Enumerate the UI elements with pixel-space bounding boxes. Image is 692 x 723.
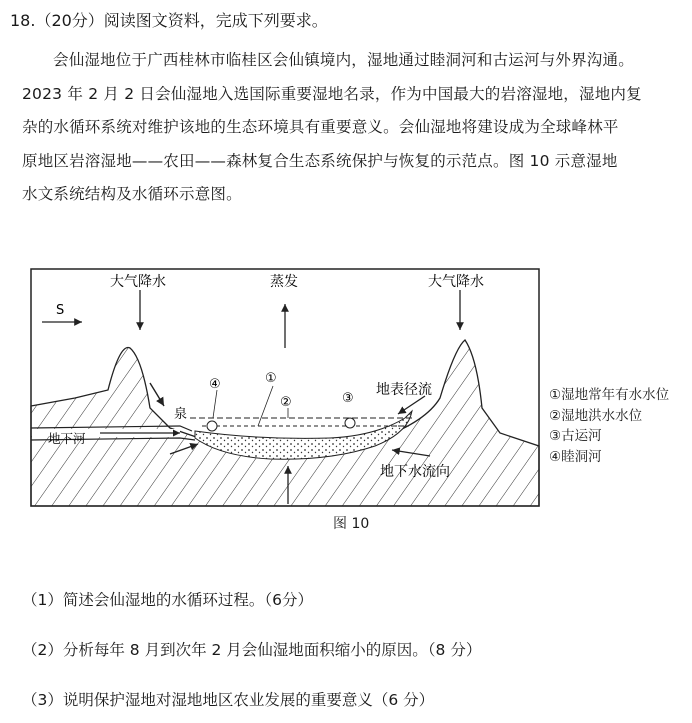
subquestion-1: （1）简述会仙湿地的水循环过程。（6分）: [22, 591, 313, 609]
subquestion-3: （3）说明保护湿地对湿地地区农业发展的重要意义（6 分）: [22, 691, 435, 709]
wetland-diagram: [30, 268, 540, 507]
legend-item: ①湿地常年有水水位: [549, 387, 670, 403]
marker-2: ②: [280, 395, 292, 410]
paragraph-line: 水文系统结构及水循环示意图。: [22, 185, 242, 203]
figure-caption: 图 10: [333, 516, 370, 532]
karst-terrain: [31, 340, 539, 506]
paragraph-line: 2023 年 2 月 2 日会仙湿地入选国际重要湿地名录，作为中国最大的岩溶湿地，湿地内复: [22, 84, 642, 103]
groundwater-flow-label: 地下水流向: [380, 464, 450, 480]
marker-4: ④: [209, 377, 221, 392]
spring-label: 泉: [174, 407, 188, 422]
subquestion-2: （2）分析每年 8 月到次年 2 月会仙湿地面积缩小的原因。（8 分）: [22, 641, 482, 659]
question-paragraph: [22, 44, 672, 212]
legend-item: ③古运河: [549, 428, 602, 444]
legend-item: ④睦洞河: [549, 448, 602, 465]
marker-1: ①: [265, 371, 277, 386]
question-header: 18.（20分）阅读图文资料，完成下列要求。: [10, 11, 328, 30]
surface-runoff-label: 地表径流: [376, 382, 432, 398]
precip-right-label: 大气降水: [428, 274, 484, 290]
paragraph-line: 原地区岩溶湿地——农田——森林复合生态系统保护与恢复的示范点。图 10 示意湿地: [22, 151, 618, 170]
ancient-canal-point: [345, 418, 355, 428]
evaporation-label: 蒸发: [270, 274, 298, 290]
legend-item: ②湿地洪水水位: [549, 407, 643, 424]
paragraph-line: 杂的水循环系统对维护该地的生态环境具有重要意义。会仙湿地将建设成为全球峰林平: [22, 118, 619, 136]
marker-3: ③: [342, 391, 354, 406]
south-label: S: [56, 303, 65, 318]
diagram-legend: [549, 385, 669, 467]
spring-flow-arrow: [150, 383, 164, 406]
precip-left-label: 大气降水: [110, 274, 166, 290]
underground-river-label: 地下河: [48, 431, 86, 446]
paragraph-line: 会仙湿地位于广西桂林市临桂区会仙镇境内，湿地通过睦洞河和古运河与外界沟通。: [53, 51, 634, 69]
mudong-river-point: [207, 421, 217, 431]
